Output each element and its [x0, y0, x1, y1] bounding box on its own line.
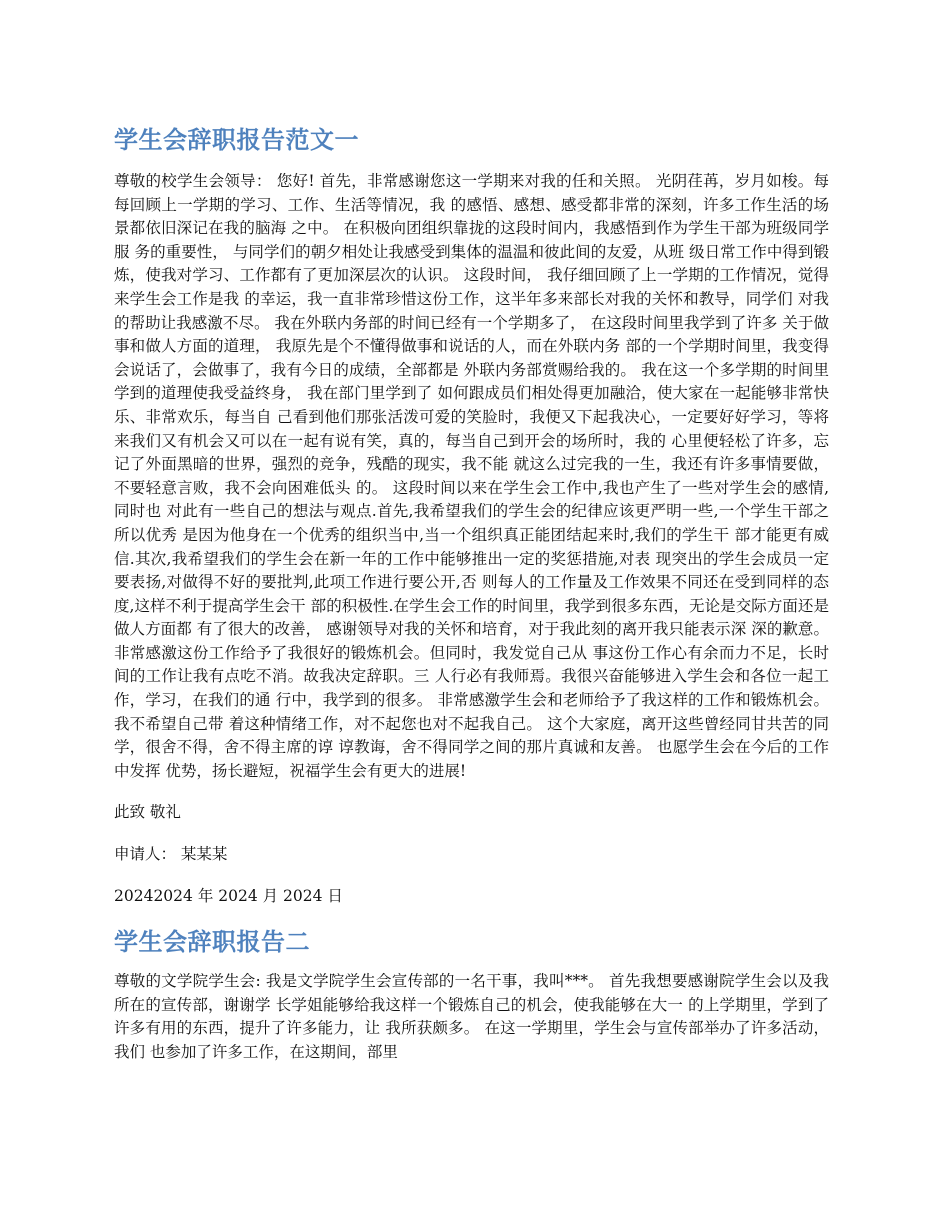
section-2-body: 尊敬的文学院学生会: 我是文学院学生会宣传部的一名干事，我叫***。 首先我想要感谢院学生会以及我所在的宣传部，谢谢学 长学姐能够给我这样一个锻炼自己的机会，使我能够在大一 的上学期里，学到了许多有用的东西，提升了许多能力，让 我所获颇多。 在这一学期里，学生会与宣传部举办了许多活动，我们 也参加了许多工作，在这期间，部里: [114, 972, 829, 1061]
date-line: 20242024 年 2024 月 2024 日: [114, 886, 343, 905]
applicant-line: 申请人： 某某某: [114, 845, 228, 864]
section-2-title: 学生会辞职报告二: [114, 928, 310, 957]
document-page: [114, 124, 829, 1088]
section-2-body-container: [114, 970, 829, 1088]
section-1-body: 尊敬的校学生会领导： 您好! 首先，非常感谢您这一学期来对我的任和关照。 光阴荏苒，岁月如梭。每每回顾上一学期的学习、工作、生活等情况，我 的感悟、感想、感受都非常的深刻，许多工作生活的场景都依旧深记在我的脑海 之中。 在积极向团组织靠拢的这段时间内，我感悟到作为学生干部为班级同学服 务的重要性， 与同学们的朝夕相处让我感受到集体的温温和彼此间的友爱，从班 级日常工作中得到锻炼，使我对学习、工作都有了更加深层次的认识。 这段时间， 我仔细回顾了上一学期的工作情况，觉得来学生会工作是我 的幸运，我一直非常珍惜这份工作，这半年多来部长对我的关怀和教导，同学们 对我的帮助让我感激不尽。 我在外联内务部的时间已经有一个学期多了， 在这段时间里我学到了许多 关于做事和做人方面的道理， 我原先是个不懂得做事和说话的人，而在外联内务 部的一个学期时间里，我变得会说话了，会做事了，我有今日的成绩，全部都是 外联内务部赏赐给我的。 我在这一个多学期的时间里学到的道理使我受益终身， 我在部门里学到了 如何跟成员们相处得更加融洽，使大家在一起能够非常快乐、非常欢乐，每当自 己看到他们那张活泼可爱的笑脸时，我便又下起我决心，一定要好好学习，等将 来我们又有机会又可以在一起有说有笑，真的，每当自己到开会的场所时，我的 心里便轻松了许多，忘记了外面黑暗的世界，强烈的竞争，残酷的现实，我不能 就这么过完我的一生，我还有许多事情要做，不要轻意言败，我不会向困难低头 的。 这段时间以来在学生会工作中,我也产生了一些对学生会的感情,同时也 对此有一些自己的想法与观点.首先,我希望我们的学生会的纪律应该更严明一些,一个学生干部之所以优秀 是因为他身在一个优秀的组织当中,当一个组织真正能团结起来时,我们的学生干 部才能更有威信.其次,我希望我们的学生会在新一年的工作中能够推出一定的奖惩措施,对表 现突出的学生会成员一定要表扬,对做得不好的要批判,此项工作进行要公开,否 则每人的工作量及工作效果不同还在受到同样的态度,这样不利于提高学生会干 部的积极性.在学生会工作的时间里，我学到很多东西，无论是交际方面还是做人方面都 有了很大的改善， 感谢领导对我的关怀和培育，对于我此刻的离开我只能表示深 深的歉意。非常感激这份工作给予了我很好的锻炼机会。但同时，我发觉自己从 事这份工作心有余而力不足，长时间的工作让我有点吃不消。故我决定辞职。三 人行必有我师焉。我很兴奋能够进入学生会和各位一起工作，学习，在我们的通 行中，我学到的很多。 非常感激学生会和老师给予了我这样的工作和锻炼机会。 我不希望自己带 着这种情绪工作，对不起您也对不起我自己。 这个大家庭，离开这些曾经同甘共苦的同学，很舍不得，舍不得主席的谆 谆教诲，舍不得同学之间的那片真诚和友善。 也愿学生会在今后的工作中发挥 优势，扬长避短，祝福学生会有更大的进展!: [114, 172, 829, 780]
closing-salutation: 此致 敬礼: [114, 803, 181, 822]
section-1-title: 学生会辞职报告范文一: [114, 126, 359, 154]
